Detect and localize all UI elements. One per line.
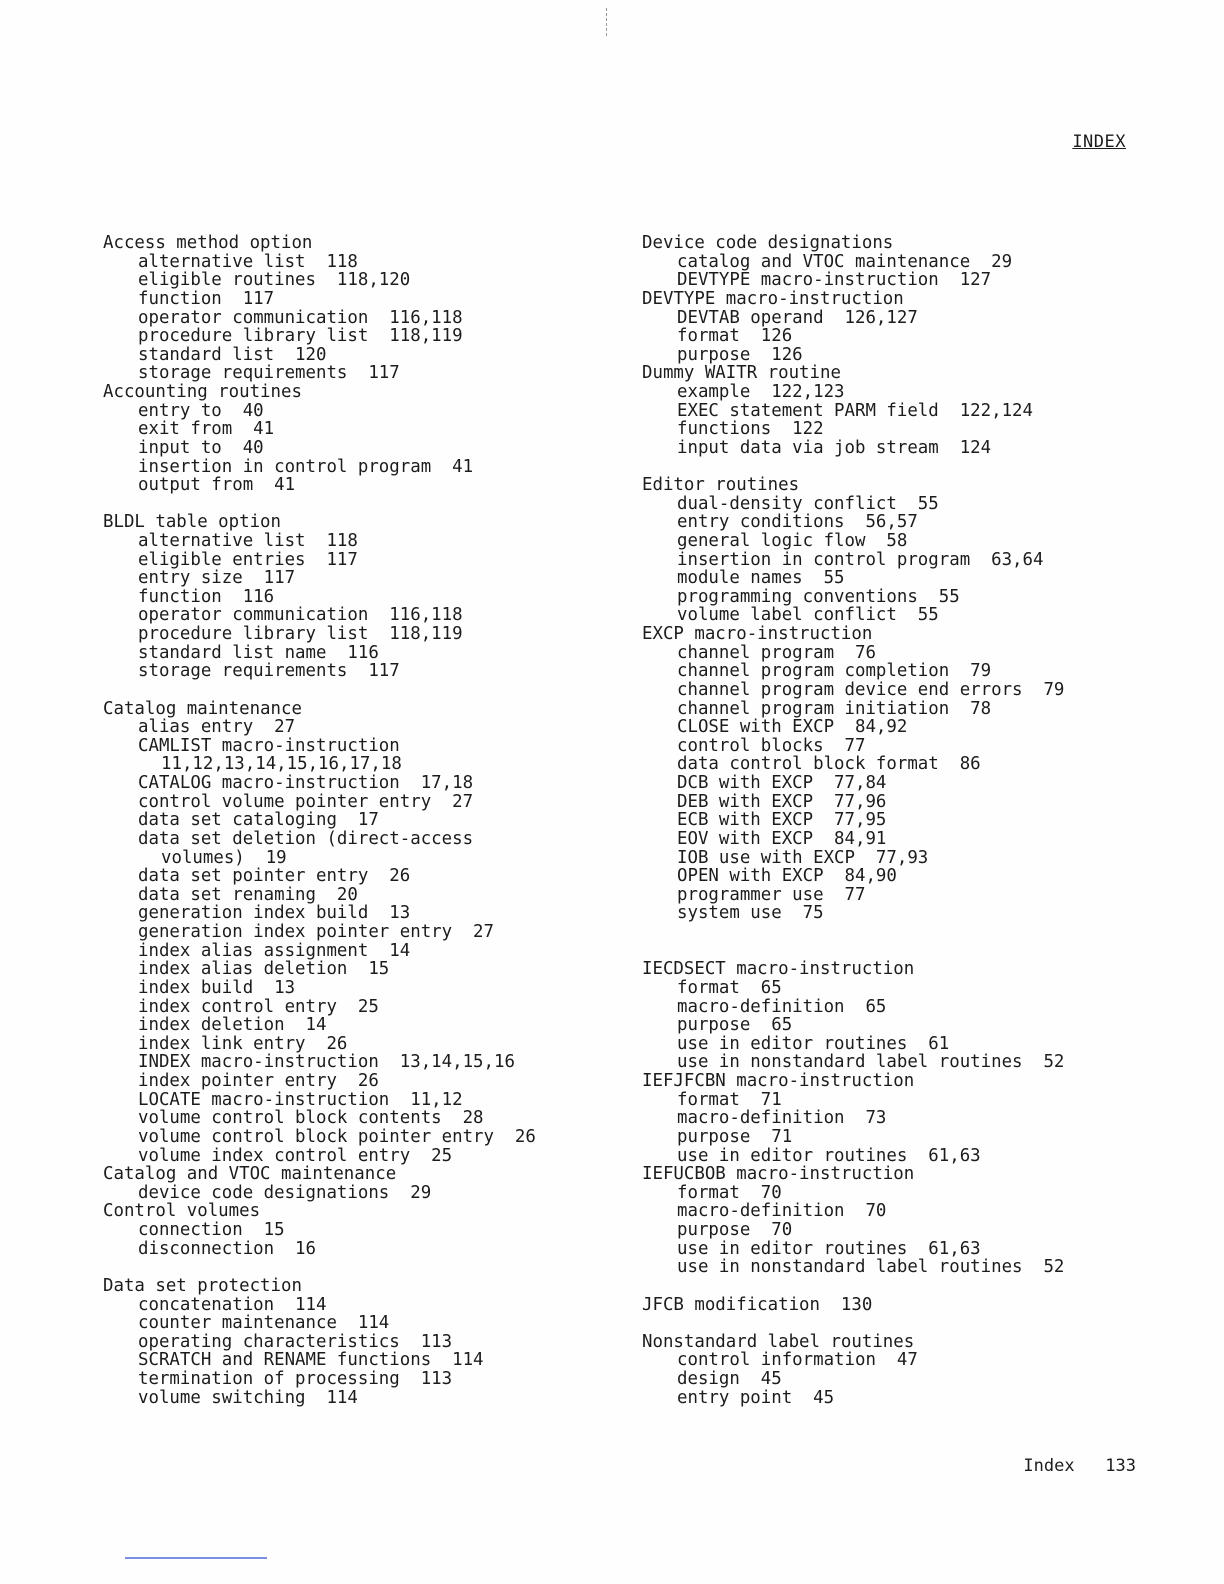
index-subentry: programming conventions 55 xyxy=(677,586,960,607)
index-subentry: macro-definition 70 xyxy=(677,1201,887,1222)
index-subentry: use in nonstandard label routines 52 xyxy=(677,1257,1065,1278)
index-subentry: macro-definition 73 xyxy=(677,1108,887,1129)
index-entry xyxy=(103,383,623,495)
index-subentry: IOB use with EXCP 77,93 xyxy=(677,847,929,868)
index-subentry: channel program 76 xyxy=(677,642,876,663)
index-subentry: dual-density conflict 55 xyxy=(677,493,939,514)
index-subentry: DEB with EXCP 77,96 xyxy=(677,791,887,812)
index-subentry: exit from 41 xyxy=(138,419,275,440)
index-subentry: input data via job stream 124 xyxy=(677,437,992,458)
index-entry xyxy=(103,513,623,681)
index-subentry: entry point 45 xyxy=(677,1387,835,1408)
index-entry xyxy=(642,290,1122,365)
index-subentry: INDEX macro-instruction 13,14,15,16 xyxy=(138,1052,515,1073)
index-subentry: use in editor routines 61,63 xyxy=(677,1238,981,1259)
index-subentry: entry size 117 xyxy=(138,568,296,589)
index-subentry: data set deletion (direct-access xyxy=(138,828,474,849)
index-subentry: purpose 126 xyxy=(677,344,803,365)
index-subentry: control blocks 77 xyxy=(677,735,866,756)
index-subentry: output from 41 xyxy=(138,475,296,496)
index-subentry: use in nonstandard label routines 52 xyxy=(677,1052,1065,1073)
index-subentry: storage requirements 117 xyxy=(138,661,400,682)
index-subentry: volume control block contents 28 xyxy=(138,1108,484,1129)
scan-mark-bottom xyxy=(125,1557,267,1559)
index-subentry: DCB with EXCP 77,84 xyxy=(677,773,887,794)
index-subentry: volume switching 114 xyxy=(138,1387,358,1408)
index-subentry: procedure library list 118,119 xyxy=(138,624,463,645)
index-subentry: control volume pointer entry 27 xyxy=(138,791,474,812)
index-subentry: eligible routines 118,120 xyxy=(138,270,411,291)
index-subentry: OPEN with EXCP 84,90 xyxy=(677,866,897,887)
index-term: Editor routines xyxy=(642,475,800,496)
index-subentry: index link entry 26 xyxy=(138,1033,348,1054)
index-entry xyxy=(103,234,623,383)
index-subentry: purpose 65 xyxy=(677,1015,793,1036)
index-subentry: volume label conflict 55 xyxy=(677,605,939,626)
index-column-right xyxy=(642,234,1122,1407)
index-entry xyxy=(642,625,1122,923)
index-term: DEVTYPE macro-instruction xyxy=(642,288,904,309)
index-entry xyxy=(642,364,1122,457)
index-subentry: generation index pointer entry 27 xyxy=(138,922,494,943)
index-term: Data set protection xyxy=(103,1275,302,1296)
index-subentry: DEVTYPE macro-instruction 127 xyxy=(677,270,992,291)
index-subentry: insertion in control program 63,64 xyxy=(677,549,1044,570)
index-subentry: CAMLIST macro-instruction xyxy=(138,735,400,756)
index-entry xyxy=(642,960,1122,1072)
page-footer xyxy=(1023,1456,1136,1476)
index-subentry-continuation: volumes) 19 xyxy=(161,847,287,868)
index-term: Access method option xyxy=(103,233,313,253)
index-term: Catalog and VTOC maintenance xyxy=(103,1164,397,1185)
index-entry xyxy=(642,234,1122,290)
index-subentry: channel program initiation 78 xyxy=(677,698,992,719)
index-subentry: purpose 70 xyxy=(677,1220,793,1241)
index-subentry: SCRATCH and RENAME functions 114 xyxy=(138,1350,484,1371)
index-subentry: data set renaming 20 xyxy=(138,884,358,905)
index-entry xyxy=(642,476,1122,625)
index-subentry: data control block format 86 xyxy=(677,754,981,775)
index-subentry: format 65 xyxy=(677,977,782,998)
index-subentry: operating characteristics 113 xyxy=(138,1331,453,1352)
index-subentry: storage requirements 117 xyxy=(138,363,400,384)
index-entry xyxy=(103,1165,623,1202)
index-entry xyxy=(642,1333,1122,1408)
index-subentry: CLOSE with EXCP 84,92 xyxy=(677,717,908,738)
index-subentry: use in editor routines 61 xyxy=(677,1033,950,1054)
index-subentry: CATALOG macro-instruction 17,18 xyxy=(138,773,474,794)
index-subentry: operator communication 116,118 xyxy=(138,605,463,626)
index-entry xyxy=(103,1202,623,1258)
index-subentry: data set cataloging 17 xyxy=(138,810,379,831)
index-subentry: eligible entries 117 xyxy=(138,549,358,570)
index-subentry: macro-definition 65 xyxy=(677,996,887,1017)
index-subentry: EXEC statement PARM field 122,124 xyxy=(677,400,1033,421)
index-subentry: entry conditions 56,57 xyxy=(677,512,918,533)
index-subentry: module names 55 xyxy=(677,568,845,589)
index-subentry: functions 122 xyxy=(677,419,824,440)
index-term: JFCB modification 130 xyxy=(642,1294,873,1315)
index-subentry: design 45 xyxy=(677,1369,782,1390)
index-subentry: standard list 120 xyxy=(138,344,327,365)
index-subentry: channel program completion 79 xyxy=(677,661,992,682)
index-subentry: general logic flow 58 xyxy=(677,530,908,551)
index-entry xyxy=(642,1165,1122,1277)
index-term: Device code designations xyxy=(642,233,894,253)
index-subentry: volume control block pointer entry 26 xyxy=(138,1126,536,1147)
index-subentry: disconnection 16 xyxy=(138,1238,316,1259)
index-term: IEFJFCBN macro-instruction xyxy=(642,1071,915,1092)
index-subentry: generation index build 13 xyxy=(138,903,411,924)
page-header-index: INDEX xyxy=(1072,132,1126,152)
index-subentry: volume index control entry 25 xyxy=(138,1145,453,1166)
index-subentry: ECB with EXCP 77,95 xyxy=(677,810,887,831)
index-subentry: format 126 xyxy=(677,326,793,347)
index-entry xyxy=(642,1072,1122,1165)
index-subentry: operator communication 116,118 xyxy=(138,307,463,328)
index-subentry: index alias deletion 15 xyxy=(138,959,390,980)
index-subentry: format 71 xyxy=(677,1089,782,1110)
index-term: IEFUCBOB macro-instruction xyxy=(642,1164,915,1185)
index-subentry: alternative list 118 xyxy=(138,251,358,272)
index-subentry: format 70 xyxy=(677,1182,782,1203)
index-column-left xyxy=(103,234,623,1407)
footer-label: Index xyxy=(1023,1456,1075,1476)
index-subentry: procedure library list 118,119 xyxy=(138,326,463,347)
index-subentry: control information 47 xyxy=(677,1350,918,1371)
index-subentry: programmer use 77 xyxy=(677,884,866,905)
index-subentry: insertion in control program 41 xyxy=(138,456,474,477)
scan-mark-top xyxy=(606,8,608,36)
index-entry xyxy=(103,700,623,1166)
index-term: Dummy WAITR routine xyxy=(642,363,841,384)
index-subentry: alias entry 27 xyxy=(138,717,296,738)
index-subentry: index deletion 14 xyxy=(138,1015,327,1036)
index-subentry: entry to 40 xyxy=(138,400,264,421)
index-subentry: connection 15 xyxy=(138,1220,285,1241)
index-subentry: use in editor routines 61,63 xyxy=(677,1145,981,1166)
index-subentry: index pointer entry 26 xyxy=(138,1071,379,1092)
index-subentry: index control entry 25 xyxy=(138,996,379,1017)
index-subentry: purpose 71 xyxy=(677,1126,793,1147)
index-term: EXCP macro-instruction xyxy=(642,624,873,645)
index-subentry: function 116 xyxy=(138,586,275,607)
index-subentry: catalog and VTOC maintenance 29 xyxy=(677,251,1013,272)
index-subentry: channel program device end errors 79 xyxy=(677,679,1065,700)
index-subentry: termination of processing 113 xyxy=(138,1369,453,1390)
index-subentry: standard list name 116 xyxy=(138,642,379,663)
index-subentry: input to 40 xyxy=(138,437,264,458)
index-subentry: data set pointer entry 26 xyxy=(138,866,411,887)
index-subentry: DEVTAB operand 126,127 xyxy=(677,307,918,328)
index-term: Nonstandard label routines xyxy=(642,1331,915,1352)
index-subentry: alternative list 118 xyxy=(138,530,358,551)
index-entry xyxy=(642,1296,1122,1315)
index-subentry: concatenation 114 xyxy=(138,1294,327,1315)
index-subentry: counter maintenance 114 xyxy=(138,1313,390,1334)
index-term: IECDSECT macro-instruction xyxy=(642,959,915,980)
index-entry xyxy=(103,1277,623,1407)
index-term: Catalog maintenance xyxy=(103,698,302,719)
page-number: 133 xyxy=(1105,1456,1136,1476)
index-term: Accounting routines xyxy=(103,382,302,402)
index-subentry: example 122,123 xyxy=(677,382,845,402)
index-subentry: index alias assignment 14 xyxy=(138,940,411,961)
index-subentry: function 117 xyxy=(138,288,275,309)
index-subentry: system use 75 xyxy=(677,903,824,924)
index-subentry: index build 13 xyxy=(138,977,296,998)
index-term: Control volumes xyxy=(103,1201,261,1222)
index-subentry: LOCATE macro-instruction 11,12 xyxy=(138,1089,463,1110)
index-subentry: EOV with EXCP 84,91 xyxy=(677,828,887,849)
index-subentry: device code designations 29 xyxy=(138,1182,432,1203)
index-term: BLDL table option xyxy=(103,512,281,533)
index-subentry-continuation: 11,12,13,14,15,16,17,18 xyxy=(161,754,402,775)
